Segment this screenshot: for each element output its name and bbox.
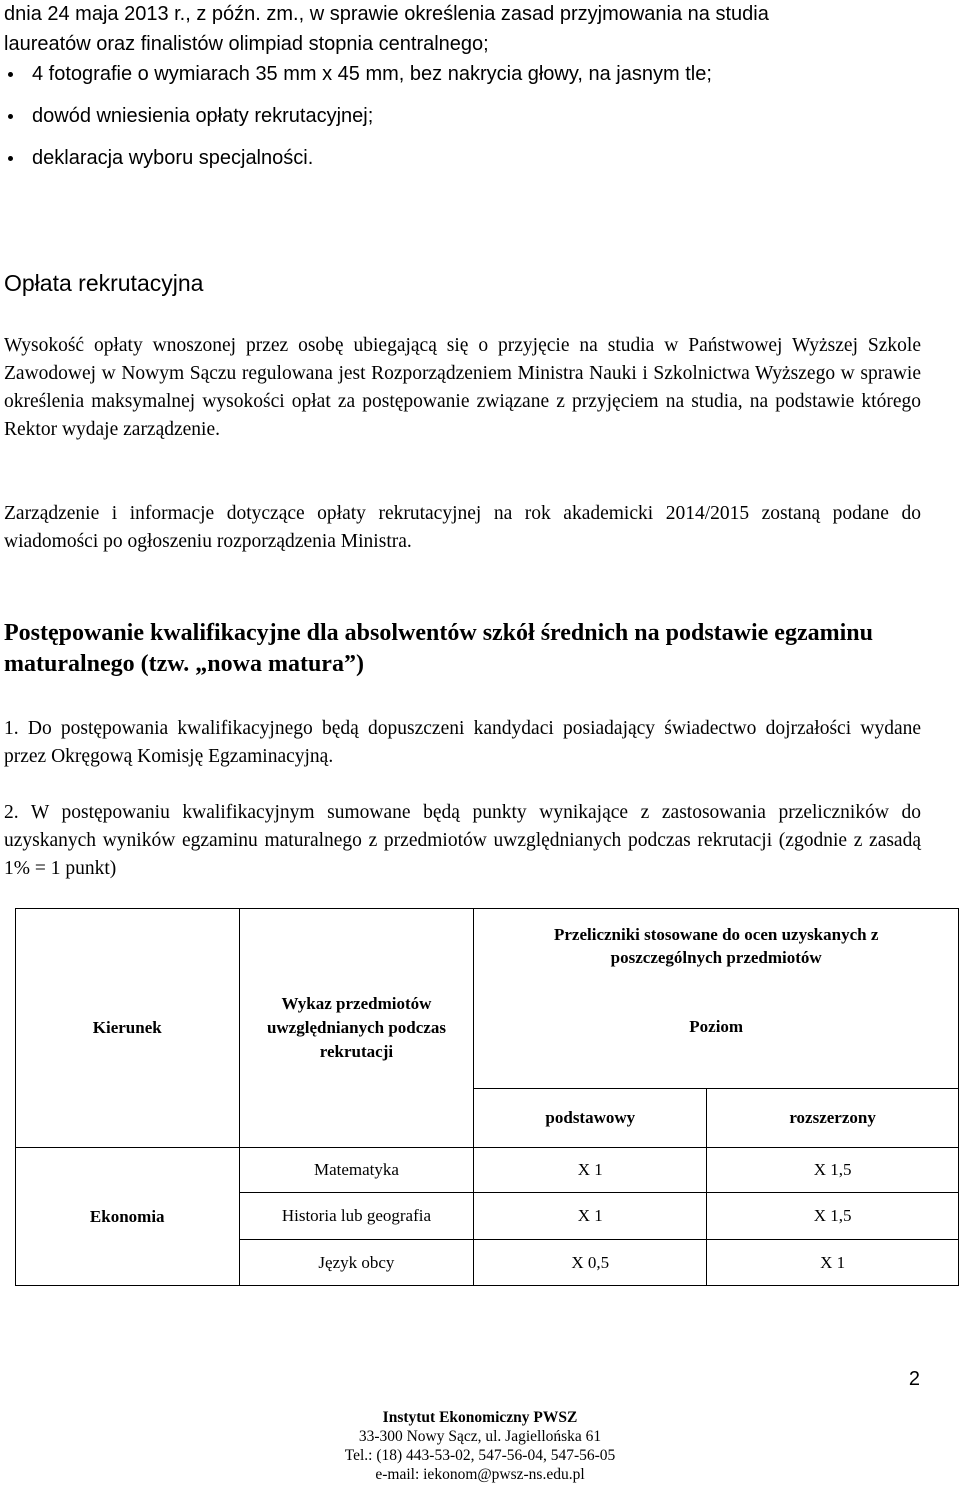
requirements-list bbox=[4, 59, 924, 173]
header-kierunek: Kierunek bbox=[16, 909, 240, 1148]
fee-paragraph-2: Zarządzenie i informacje dotyczące opłaty rekrutacyjnej na rok akademicki 2014/2015 zostaną podane do wiadomości po ogłoszeniu rozporządzenia Ministra. bbox=[4, 503, 921, 552]
intro-line-2: laureatów oraz finalistów olimpiad stopnia centralnego; bbox=[4, 33, 489, 55]
cell-kierunek: Ekonomia bbox=[16, 1148, 240, 1286]
qualification-item-1: 1. Do postępowania kwalifikacyjnego będą dopuszczeni kandydaci posiadający świadectwo dojrzałości wydane przez Okręgową Komisję Egzaminacyjną. bbox=[4, 718, 921, 767]
header-basic: podstawowy bbox=[474, 1089, 707, 1148]
bullet-icon bbox=[8, 156, 13, 161]
cell-subject: Matematyka bbox=[239, 1148, 474, 1193]
cell-extended: X 1,5 bbox=[707, 1148, 959, 1193]
cell-extended: X 1,5 bbox=[707, 1193, 959, 1240]
list-item: dowód wniesienia opłaty rekrutacyjnej; bbox=[4, 101, 924, 131]
header-multipliers: Przeliczniki stosowane do ocen uzyskanych z poszczególnych przedmiotów Poziom bbox=[474, 909, 959, 1089]
fee-heading: Opłata rekrutacyjna bbox=[4, 270, 204, 296]
footer-address: 33-300 Nowy Sącz, ul. Jagiellońska 61 bbox=[358, 1428, 602, 1445]
footer-phone: Tel.: (18) 443-53-02, 547-56-04, 547-56-05 bbox=[344, 1447, 616, 1464]
bullet-icon bbox=[8, 114, 13, 119]
header-subjects: Wykaz przedmiotów uwzględnianych podczas rekrutacji bbox=[239, 909, 474, 1148]
cell-subject: Historia lub geografia bbox=[239, 1193, 474, 1240]
bullet-icon bbox=[8, 72, 13, 77]
cell-basic: X 0,5 bbox=[474, 1240, 707, 1286]
intro-block bbox=[4, 0, 924, 173]
fee-paragraph-1: Wysokość opłaty wnoszonej przez osobę ubiegającą się o przyjęcie na studia w Państwowej Wyższej Szkole Zawodowej w Nowym Sączu regulowana jest Rozporządzeniem Ministra Nauki i Szkolnictwa Wyższego w sprawie określenia maksymalnej wysokości opłat za postępowanie związane z przyjęciem na studia, na podstawie którego Rektor wydaje zarządzenie. bbox=[4, 335, 921, 440]
conversion-table bbox=[15, 908, 959, 1286]
qualification-heading: Postępowanie kwalifikacyjne dla absolwentów szkół średnich na podstawie egzaminu maturalnego (tzw. „nowa matura”) bbox=[4, 620, 873, 677]
list-item: deklaracja wyboru specjalności. bbox=[4, 143, 924, 173]
intro-line-1: dnia 24 maja 2013 r., z późn. zm., w sprawie określenia zasad przyjmowania na studia bbox=[4, 3, 769, 25]
list-item: 4 fotografie o wymiarach 35 mm x 45 mm, bez nakrycia głowy, na jasnym tle; bbox=[4, 59, 924, 89]
cell-subject: Język obcy bbox=[239, 1240, 474, 1286]
page-number: 2 bbox=[908, 1368, 920, 1390]
footer-email: e-mail: iekonom@pwsz-ns.edu.pl bbox=[375, 1466, 585, 1483]
cell-basic: X 1 bbox=[474, 1148, 707, 1193]
cell-extended: X 1 bbox=[707, 1240, 959, 1286]
cell-basic: X 1 bbox=[474, 1193, 707, 1240]
qualification-item-2: 2. W postępowaniu kwalifikacyjnym sumowane będą punkty wynikające z zastosowania przeliczników do uzyskanych wyników egzaminu maturalnego z przedmiotów uwzględnianych podczas rekrutacji (zgodnie z zasadą 1% = 1 punkt) bbox=[4, 802, 921, 879]
header-level: Poziom bbox=[689, 1017, 744, 1036]
footer-institute: Instytut Ekonomiczny PWSZ bbox=[382, 1409, 578, 1426]
header-extended: rozszerzony bbox=[707, 1089, 959, 1148]
footer bbox=[0, 1408, 960, 1484]
